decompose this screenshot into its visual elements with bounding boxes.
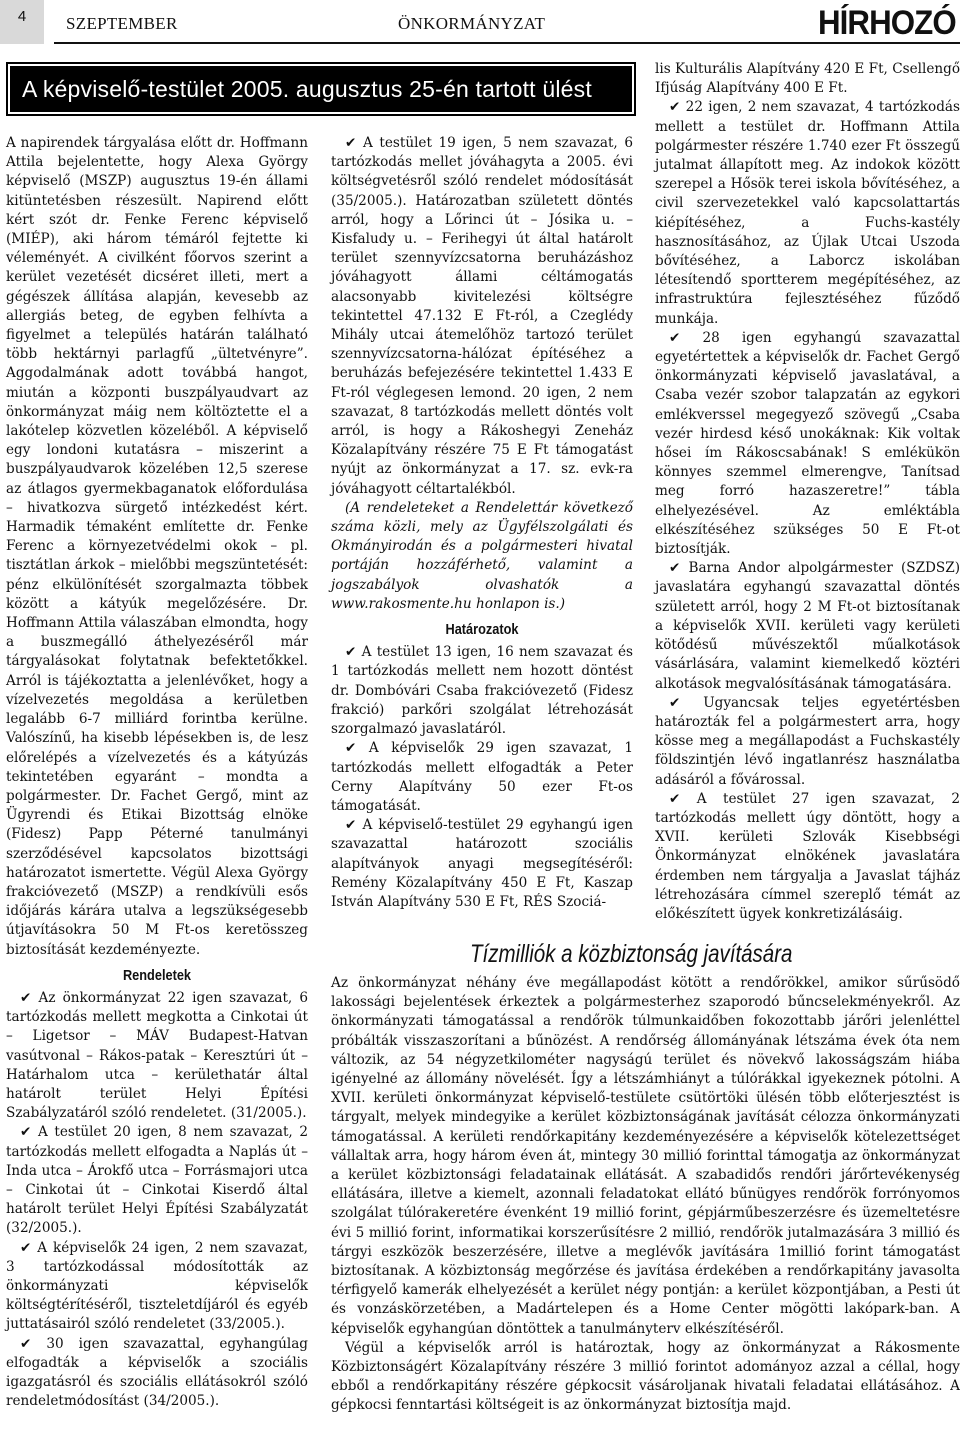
list-item: ✔ 28 igen egyhangú szavazattal egyetértettek a képviselők dr. Fachet Gergő önkormányzati képviselő javaslatával, a Csaba vezér szobor talapzatán az egykori emlékverssel megegyező szövegű „Csaba vezér hirdesd késő unokáknak: Kik voltak hősei ím Rákoscsabának! S emlékükön könnyes szemmel elmerengve, Tanítsad meg forró hazaszeretre!” tábla elhelyezésével. Az emléktábla elkészítéséhez szükséges 50 E Ft-ot biztosítják. [655,329,960,558]
newspaper-logo: HÍRHOZÓ [818,4,956,42]
article2-paragraph: Az önkormányzat néhány éve megállapodást kötött a rendőrökkel, amikor sűrűsödő lakossági bejelentések érkeztek a polgármesterhez szaporodó bűncselekményekről. Az önkormányzati támogatással a rendőrök túlmunkaidőben fokozottabb járőri jelenléttel próbálták visszaszorítani a bűnözést. A rendőrség állományának létszáma évek óta nem változik, az 54 négyzetkilométer nagyságú terület és növekvő lakosságszám hiába igényelné az állomány növelését. Így a létszámhiányt a túlórákkal igyekeznek pótolni. A XVII. kerületi önkormányzat képviselő-testülete csütörtöki ülésén több előterjesztést is tárgyalt, melyek mindegyike a kerület közbiztonságának javítását célozza önkormányzati támogatással. A kerületi rendőrkapitány kezdeményezésére a képviselők kötelezettséget vállaltak arra, hogy három éven át, mintegy 30 millió forinttal támogatja az önkormányzat a kerület közbiztonsági feladatainak ellátását. A szabadidős rendőri járőrtevékenység ellátására, illetve a kiemelt, azonnali feladatokat ellátó bűnügyes rendőrök forrónyomos szolgálat túlórakeretére évenként 19 millió forint, gépjárműbeszerzésre és üzemeltetésre évi 5 millió forint, informatikai korszerűsítésre 2 millió, rendőrök jutalmazására 3 millió és tárgyi eszközök beszerzésére, illetve a meglévők javítására 1millió forint támogatást biztosítanak. A közbiztonság megőrzése és javítása érdekében a rendőrkapitány javasolta térfigyelő kamerák elhelyezését a kerület négy pontján: a kerület központjában, a Pesti út és vonzáskörzetében, a Madártelepen és a Home Center mögötti lakópark-ban. A képviselők egyhangúan döntöttek a tanulmányterv elkészítéséről. [331,975,960,1337]
list-item: ✔ A testület 20 igen, 8 nem szavazat, 2 tartózkodás mellett elfogadta a Naplás út – Inda utca – Árokfő utca – Forrásmajori utca – Cinkotai út – Cinkotai Kiserdő által határolt terület Helyi Építési Szabályzatát (32/2005.). [6,1124,308,1237]
list-item: lis Kulturális Alapítvány 420 E Ft, Csellengő Ifjúság Alapítvány 400 E Ft. [655,61,960,97]
subhead-rendeletek: Rendeletek [122,966,192,984]
list-item: ✔ A testület 13 igen, 16 nem szavazat és 1 tartózkodás mellett nem hozott döntést dr. Dombóvári Csaba frakcióvezető (Fidesz frakció) parkőri szolgálat létrehozását szorgalmazó javaslatáról. [331,644,633,738]
list-item: ✔ A képviselő-testület 29 egyhangú igen szavazattal határozott szociális alapítványok anyagi megsegítéséről: Remény Közalapítvány 450 E Ft, Kaszap István Alapítvány 530 E Ft, RÉS Szociá- [331,817,633,910]
header-month: SZEPTEMBER [66,14,178,33]
list-item: ✔ A testület 19 igen, 5 nem szavazat, 6 tartózkodás mellet jóváhagyta a 2005. évi költségvetésről szóló rendelet módosítását (35/2005.). Határozatban született döntés arról, hogy a Lőrinci út – Jósika u. – Kisfaludy u. – Ferihegyi út által határolt terület szennyvízcsatorna beruházáshoz jóváhagyott állami céltámogatás alacsonyabb kivitelezési költségre tekintettel 47.132 E Ft-ról, a Czeglédy Mihály utcai átemelőhöz tartozó terület szennyvízcsatorna-hálózat építéséhez a beruházás befejezésére tekintettel 1.433 E Ft-ról véglegesen lemond. 20 igen, 2 nem szavazat, 8 tartózkodás mellett döntés volt arról, is hogy a Rákoshegyi Zeneház Közalapítvány részére 75 E Ft támogatást nyújt az önkormányzat a 17. sz. evk-ra jóváhagyott céltartalékból. [331,135,633,497]
list-item: ✔ A képviselők 24 igen, 2 nem szavazat, 3 tartózkodással módosították az önkormányzati képviselők költségtérítéséről, tiszteletdíjáról és egyéb juttatásairól szóló rendeletet (33/2005.). [6,1239,308,1333]
list-item: ✔ 22 igen, 2 nem szavazat, 4 tartózkodás mellett a testület dr. Hoffmann Attila polgármester részére 1.740 ezer Ft összegű jutalmat állapított meg. Az indokok között szerepel a Hősök terei iskola bővítéséhez, a civil szervezetekkel való kapcsolattartás kiépítéséhez, a Fuchs-kastély hasznosításához, az Újlak Utcai Uszoda bővítéséhez, a Laborcz iskolában létesítendő sportterem megépítéséhez, az infrastruktúra fejlesztéséhez fűződő munkája. [655,99,960,327]
list-item: ✔ Ugyancsak teljes egyetértésben határozták fel a polgármestert arra, hogy kösse meg a megállapodást a Fuchskastély földszintjén lévő ingatlanrész használatba adásáról a fővárossal. [655,694,960,788]
column-1 [6,134,308,1411]
header-rule [54,42,960,44]
list-item: ✔ 30 igen szavazattal, egyhangúlag elfogadták a képviselők a szociális igazgatásról és szociális ellátásokról szóló rendeletmódosítást (34/2005.). [6,1335,308,1410]
article2-paragraph: Végül a képviselők arról is határoztak, hogy az önkormányzat a Rákosmente Közbiztonságért Közalapítvány részére 3 millió forintot adományoz azzal a céllal, hogy ebből a rendőrkapitány részére gépkocsit vásároljanak hivatali feladatai ellátásához. A gépkocsi fenntartási költségeit is az önkormányzat biztosítja majd. [331,1339,960,1414]
publication-note: (A rendeleteket a Rendelettár következő száma közli, mely az Ügyfélszolgálati és Okmányirodán és a polgármesteri hivatal portáján hozzáférhető, valamint a jogszabályok olvashatók a www.rakosmente.hu honlapon is.) [331,499,633,612]
header-section: ÖNKORMÁNYZAT [398,14,546,33]
article-title-bar [6,62,636,116]
list-item: ✔ A testület 27 igen szavazat, 2 tartózkodás mellett úgy döntött, hogy a XVII. kerületi Szlovák Kisebbségi Önkormányzat elnökének javaslatára érdemben nem tárgyalja a Javaslat tájház létrehozására címmel szereplő témát az előkészített ügyek konkretizálásáig. [655,790,960,922]
column-3 [655,60,960,924]
list-item: ✔ Az önkormányzat 22 igen szavazat, 6 tartózkodás mellett megkotta a Cinkotai út – Ligetsor – MÁV Budapest-Hatvan vasútvonal – Rákos-patak – Keresztúri út – Határhalom utca – kerülethatár által határolt terület Helyi Építési Szabályzatáról szóló rendeletet. (31/2005.). [6,989,308,1122]
list-item: ✔ A képviselők 29 igen szavazat, 1 tartózkodás mellett elfogadták a Peter Cerny Alapítvány 50 ezer Ft-os támogatását. [331,740,633,814]
column-2 [331,134,633,912]
article2-headline: Tízmilliók a közbiztonság javítására [470,940,793,968]
article-title: A képviselő-testület 2005. augusztus 25-én tartott ülést [22,76,592,102]
page-number: 4 [0,0,44,44]
intro-paragraph: A napirendek tárgyalása előtt dr. Hoffmann Attila bejelentette, hogy Alexa György képviselő (MSZP) augusztus 19-én állami kitüntetésben részesült. Napirend előtt kért szót dr. Fenke Ferenc képviselő (MIÉP), aki három témáról fejtette ki véleményét. A civilként főorvos szerint a kerület vezetését dicséret illeti, mert a gégészek állítása alapján, kevesebb az allergiás beteg, de egyben felhívta a figyelmet a település határán található több hektárnyi parlagfű „ültetvényre”. Aggodalmának adott továbbá hangot, miután a központi buszpályaudvart az önkormányzat máig nem költöztette el a lakótelep közvetlen közeléből. A képviselő egy londoni kutatásra – miszerint a buszpályaudvarok közelében 12,5 szerese az átlagos gyermekbaganatok előfordulása – hivatkozva sürgető intézkedést kért. Harmadik témaként említette dr. Fenke Ferenc a környezetvédelmi okok – pl. tisztátlan árkok – mielőbbi megszüntetését: pénz elkülönítését szorgalmazta többek között a kátyúk megelőzésére. Dr. Hoffmann Attila válaszában elmondta, hogy a buszmegálló áthelyezéséről már tárgyalásokat folytatnak befektetőkkel. Arról is tájékoztatta a jelenlévőket, hogy a vízelvezetés megoldása a kerületben legalább 6-7 milliárd forintba kerülne. Valószínű, ha kisebb lépésekben is, de lesz előrelépés a vízelvezetés és a kátyúzás tekintetében egyaránt – mondta a polgármester. Dr. Fachet Gergő, mint az Ügyrendi és Etikai Bizottság elnöke (Fidesz) Papp Péterné tanulmányi szerződésével kapcsolatos bizottsági határozatot ismertette. Végül Alexa György frakcióvezető (MSZP) a rendkívüli esős időjárás kárára utalva a legszükségesebb útjavításokra 50 M Ft-os keretösszeg biztosítását kezdeményezte. [6,135,308,958]
list-item: ✔ Barna Andor alpolgármester (SZDSZ) javaslatára egyhangú szavazattal döntés született arról, hogy 2 M Ft-ot biztosítanak a képviselők XVII. kerületi vagy kerületi kötődésű művészektől műalkotások vásárlására, valamint kiemelkedő köztéri alkotások megvalósításának támogatására. [655,560,960,692]
article2-body [331,974,960,1416]
subhead-hatarozatok: Határozatok [445,621,519,639]
